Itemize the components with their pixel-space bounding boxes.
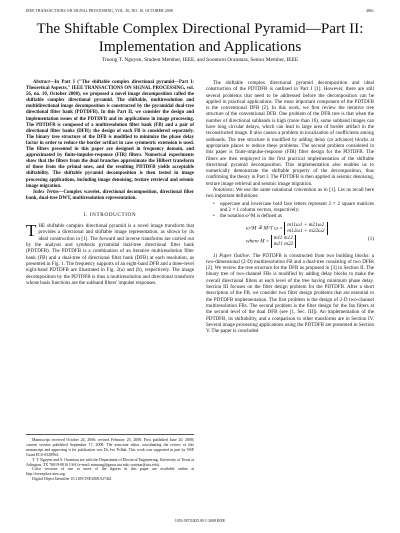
index-terms bbox=[26, 190, 194, 202]
running-head bbox=[26, 9, 374, 17]
paper-outline-label: 1) Paper Outline: bbox=[213, 252, 251, 259]
author-line: Truong T. Nguyen, Student Member, IEEE, and Soontorn Oraintara, Senior Member, IEEE bbox=[101, 57, 299, 63]
abstract-text: —In Part I ("The shiftable complex directional pyramid—Part I: Theoretical Aspects," IEEE TRANSACTIONS ON SIGNAL PROCESSING, vol. 56, no. 10, October 2008), we proposed a novel image decomposition called the shiftable complex directional pyramid. The shiftable, multiresolution and multidirectional image decomposition is constructed by the pyramidal dual-tree directional filter bank (PDTDFB). In this Part II, we consider the design and implementation issues of the PDTDFB and its applications in image processing. The PDTDFB is composed of a multiresolution filter bank (FB) and a pair of directional filter banks (DFB); the design of each FB is considered separately. The binary tree structure of the DFB is modified to minimize the phase delay factor in order to reduce the border artifact in case symmetric extension is used. The filters presented in this paper are designed in frequency domain, and approximated by finite-impulse-response (FIR) filters. Numerical experiments show that the filters from the dual branches approximate the Hilbert transform of those from the primal ones, and the resulting PDTDFB yields acceptable shiftability. The shiftable pyramid decomposition is then tested in image processing applications, including image denoising, texture retrieval and seismic image migration. bbox=[26, 80, 194, 189]
equation-lhs: ω^M ≜ M^T ω = bbox=[246, 225, 283, 232]
left-column bbox=[26, 80, 194, 286]
abstract bbox=[26, 80, 194, 190]
definition-list bbox=[206, 201, 374, 220]
equation-matrix-row: m21 m22 bbox=[273, 241, 294, 248]
introduction-body bbox=[26, 223, 194, 286]
notations-label: Notations: bbox=[213, 187, 235, 194]
running-head-page-number: 4861 bbox=[366, 9, 374, 13]
equation-matrix-row: m11 m12 bbox=[273, 234, 293, 241]
copyright-footer: 1053-587X/$25.00 © 2008 IEEE bbox=[174, 519, 226, 523]
paper-title: The Shiftable Complex Directional Pyramid—Part II: Implementation and Applications bbox=[36, 20, 364, 55]
equation-where: where M = bbox=[246, 238, 270, 245]
definition-item: • the notation ω^M is defined as bbox=[206, 213, 374, 219]
equation-matrix bbox=[271, 235, 297, 248]
footnote-affiliation: T. T. Nguyen and S. Oraintara are with the Department of Electrical Engineering, University of Texas at Arlington, TX 76019-0016 USA (e-mail: nttruong@gauss.uta.edu; oraintar@uta.edu). bbox=[26, 457, 194, 467]
paper-outline-paragraph bbox=[206, 253, 374, 335]
drop-cap: T bbox=[26, 221, 37, 241]
right-column bbox=[206, 80, 374, 334]
footnote-doi: Digital Object Identifier 10.1109/TSP.2008.927461 bbox=[32, 477, 112, 482]
abstract-label: Abstract bbox=[33, 80, 50, 85]
running-head-journal: IEEE TRANSACTIONS ON SIGNAL PROCESSING, VOL. 56, NO. 10, OCTOBER 2008 bbox=[26, 9, 173, 13]
notations-paragraph bbox=[206, 187, 374, 200]
right-paragraph-1: The shiftable complex directional pyramid decomposition and ideal construction of the PDTDFB is outlined in Part I [1]. However, there are still several problems that need to be addressed before the decomposition can be applied in practical applications. The most important component of the PDTDFB is the conventional DFB [2]. In this work, we first review the iterative tree structure of the conventional DFB. One problem of the DFB tree is that when the number of directional subbands is high (more than 16), some subband images can have long circular delays, which can lead to large area of border artifact in the reconstructed image. It also causes a problem in localization of coefficients among subbands. The tree structure is modified by adding delay (or advance) blocks at appropriate places to reduce these problems. The second problem considered in this paper is finite-impulse-response (FIR) filter design for the PDTDFB. The filters are then employed in the first practical implementation of the shiftable directional pyramid decomposition. This implementation also enables us to numerically demonstrate the shiftable property of the decomposition, thus confirming the theory in Part I. The PDTDFB is then applied in seismic denoising, texture image retrieval and seismic image migration. bbox=[206, 80, 374, 187]
definition-item: • uppercase and lowercase bold face letters represent 2 × 2 square matrices and 2 × 1 column vectors, respectively; bbox=[206, 201, 374, 214]
equation-number: (1) bbox=[368, 235, 374, 242]
equation-body bbox=[246, 222, 328, 248]
section-heading-introduction: I. INTRODUCTION bbox=[83, 211, 137, 218]
footnote-color-versions: Color versions of one or more of the figures in this paper are available online at http://ieeexplore.ieee.org. bbox=[26, 467, 194, 477]
introduction-paragraph bbox=[26, 223, 194, 286]
footnote-block bbox=[26, 434, 194, 482]
equation-vector bbox=[284, 222, 327, 235]
notations-text: We use the same notational convention as in [1]. Let us recall here two important definitions: bbox=[206, 187, 374, 200]
footnote-manuscript: Manuscript received October 24, 2006; revised February 25, 2008. First published June 20, 2008; current version published September 17, 2008. The associate editor coordinating the review of this manuscript and approving it for publication was Dr. Ivo Pollak. This work was supported in part by NSF Grant ECS-0528964. bbox=[26, 438, 194, 457]
equation-vector-row: m12ω1 + m22ω2 bbox=[287, 228, 325, 235]
equation-1 bbox=[206, 222, 374, 250]
index-terms-text: —Complex wavelet, directional decomposition, directional filter bank, dual-tree DWT, multiresolution representation. bbox=[26, 189, 194, 201]
introduction-text: HE shiftable complex directional pyramid is a novel image transform that provides a directional and shiftable image representation, as shown by its ideal construction in [1]. The forward and inverse transforms are carried out by the analysis and synthesis pyramidal dual-tree directional filter bank (PDTDFB). The PDTDFB is a combination of an iterative multiresolution filter bank (FB) and a dual-tree of directional filter bank (DFB) at each resolution, as presented in Fig. 1. The frequency supports of an eight-band DFB and a three-level eight-band PDTDFB are illustrated in Fig. 2(a) and (b), respectively. The image decomposition by the PDTDFB is thus a multiresolution and directional transform whose basis functions are the subband filters' impulse responses. bbox=[26, 223, 194, 286]
equation-vector-row: m11ω1 + m21ω2 bbox=[287, 221, 325, 228]
paper-outline-text: The PDTDFB is constructed from two building blocks: a two-dimensional (2-D) multiresolution FB and a dual-tree consisting of two DFBs [2]. We review the tree structure for the DFB as proposed in [3] in Section II. The binary tree of two-channel FBs is modified by adding delay blocks to make the overall directional filters at each level of the tree having minimum phase delay. Section III focuses on the filter design problem for the PDTDFB. After a short description of the FB, we consider two filter design problems that are essential to the PDTDFB implementation. The first problem is the design of 2-D two-channel multiresolution FBs. The second problem is the filter design for the fan filters at the second level of the dual DFB (see [1, Sec. III]). An implementation of the PDTDFB, its shiftability, and a comparison to other transforms are in Section IV. Several image processing applications using the PDTDFB are presented in Section V. The paper is concluded bbox=[206, 252, 374, 335]
index-terms-label: Index Terms bbox=[33, 189, 59, 195]
